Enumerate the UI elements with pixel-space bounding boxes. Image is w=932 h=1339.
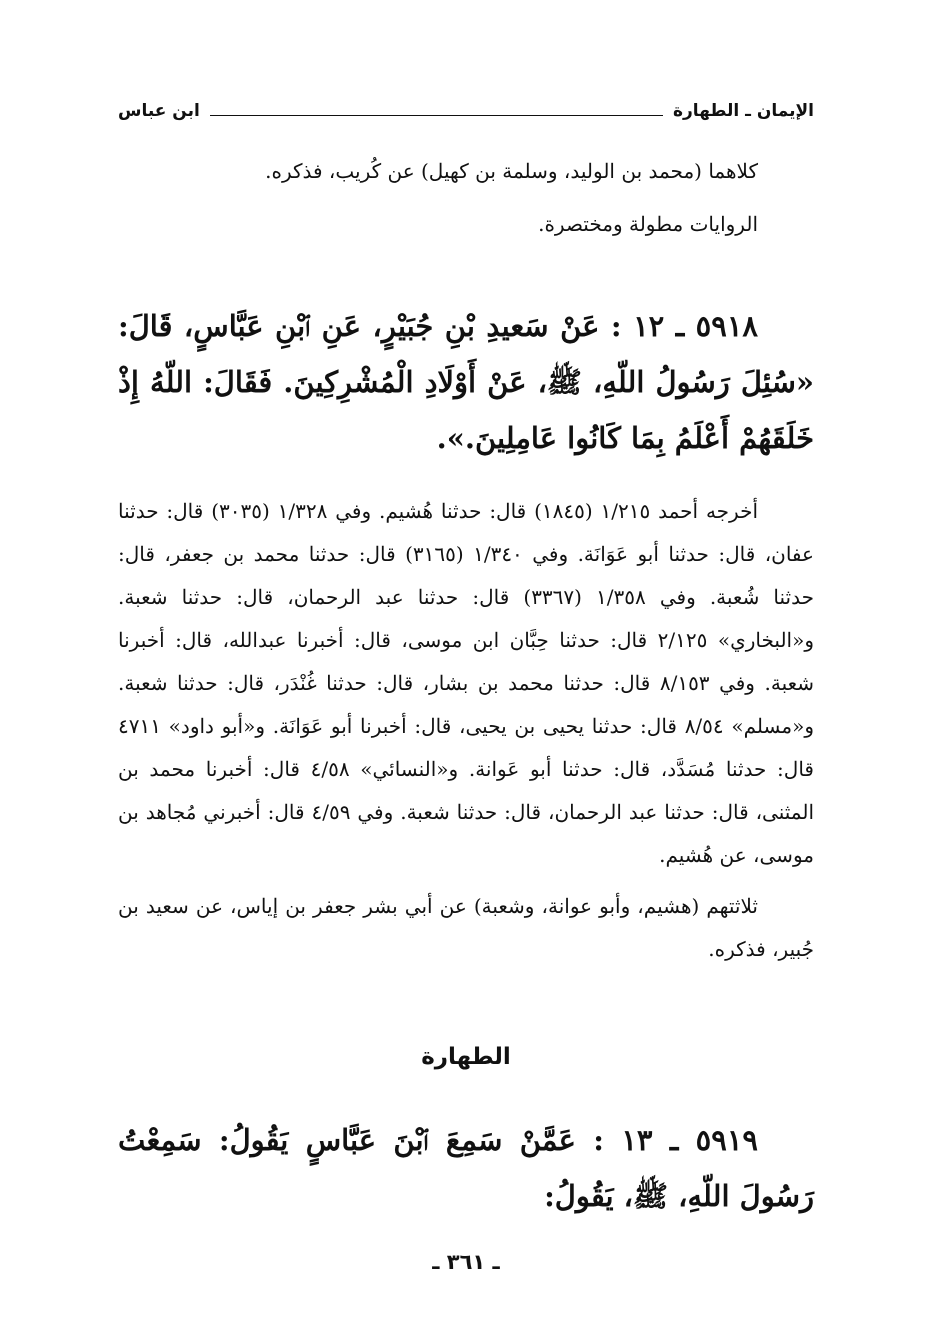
- takhrij-paragraph-1: أخرجه أحمد ١/٢١٥ (١٨٤٥) قال: حدثنا هُشيم. وفي ١/٣٢٨ (٣٠٣٥) قال: حدثنا عفان، قال: حدثنا أبو عَوَانَة. وفي ١/٣٤٠ (٣١٦٥) قال: حدثنا محمد بن جعفر، قال: حدثنا شُعبة. وفي ١/٣٥٨ (٣٣٦٧) قال: حدثنا عبد الرحمان، قال: حدثنا شعبة. و«البخاري» ٢/١٢٥ قال: حدثنا حِبَّان ابن موسى، قال: أخبرنا عبدالله، قال: أخبرنا شعبة. وفي ٨/١٥٣ قال: حدثنا محمد بن بشار، قال: حدثنا غُنْدَر، قال: حدثنا شعبة. و«مسلم» ٨/٥٤ قال: حدثنا يحيى بن يحيى، قال: أخبرنا أبو عَوَانَة. و«أبو داود» ٤٧١١ قال: حدثنا مُسَدَّد، قال: حدثنا أبو عَوانة. و«النسائي» ٤/٥٨ قال: أخبرنا محمد بن المثنى، قال: حدثنا عبد الرحمان، قال: حدثنا شعبة. وفي ٤/٥٩ قال: أخبرني مُجاهد بن موسى، عن هُشيم.: [118, 499, 815, 867]
- intro-line-1: كلاهما (محمد بن الوليد، وسلمة بن كهيل) عن كُريب، فذكره.: [265, 159, 758, 183]
- hadith-1-text: عَنْ سَعيدِ بْنِ جُبَيْرٍ، عَنِ ٱبْنِ عَبَّاسٍ، قَالَ: «سُئِلَ رَسُولُ اللّهِ، ﷺ، عَنْ أَوْلَادِ الْمُشْرِكِينَ. فَقَالَ: اللّهُ إِذْ خَلَقَهُمْ أَعْلَمُ بِمَا كَانُوا عَامِلِينَ.».: [118, 309, 814, 455]
- page-number: ـ ٣٦١ ـ: [432, 1250, 500, 1274]
- hadith-1: [118, 298, 814, 466]
- hadith-1-number: ٥٩١٨ ـ ١٢ :: [610, 309, 758, 343]
- section-title: الطهارة: [421, 1044, 511, 1070]
- takhrij-block: [118, 490, 814, 971]
- running-head-rule: [210, 115, 663, 116]
- running-head-companion: ابن عباس: [118, 101, 200, 121]
- intro-line-2: الروايات مطولة ومختصرة.: [538, 212, 758, 236]
- hadith-2-text: عَمَّنْ سَمِعَ ٱبْنَ عَبَّاسٍ يَقُولُ: سَمِعْتُ رَسُولَ اللّهِ، ﷺ، يَقُولُ:: [118, 1123, 814, 1213]
- running-head: [118, 96, 814, 126]
- hadith-2: [118, 1112, 814, 1224]
- hadith-2-paragraph: [118, 1112, 814, 1224]
- hadith-1-paragraph: [118, 298, 814, 466]
- takhrij-paragraph-2: ثلاثتهم (هشيم، وأبو عوانة، وشعبة) عن أبي بشر جعفر بن إياس، عن سعيد بن جُبير، فذكره.: [118, 894, 814, 961]
- hadith-2-number: ٥٩١٩ ـ ١٣ :: [593, 1123, 758, 1157]
- intro-block: [118, 150, 814, 246]
- running-head-chapter: الإيمان ـ الطهارة: [672, 101, 814, 121]
